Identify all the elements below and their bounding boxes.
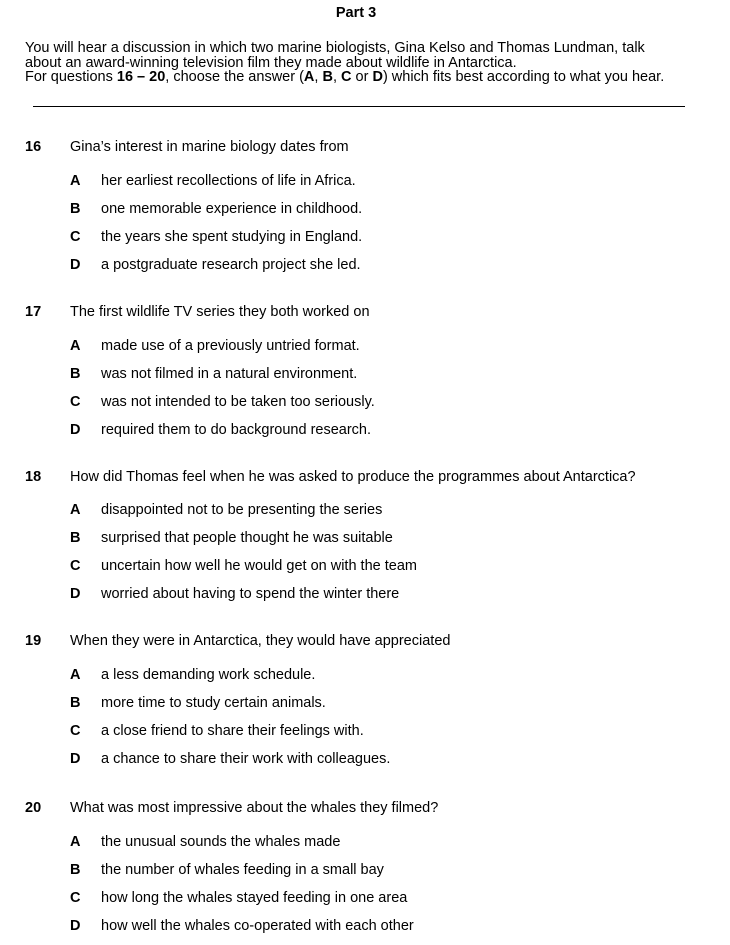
option-text: disappointed not to be presenting the series [101,502,383,518]
option-letter: C [70,394,81,410]
option-text: surprised that people thought he was suitable [101,530,393,546]
question-stem: What was most impressive about the whales they filmed? [70,800,439,816]
option-text: her earliest recollections of life in Africa. [101,173,356,189]
instructions-text: For questions [25,69,117,85]
option-text: made use of a previously untried format. [101,338,360,354]
option-letter: B [70,530,81,546]
option-letter: D [70,257,81,273]
option-c[interactable] [0,890,730,908]
question-range: 16 – 20 [116,69,166,85]
option-letter: C [70,723,81,739]
option-text: how well the whales co-operated with each other [101,918,414,934]
option-letter: A [70,173,81,189]
option-a[interactable] [0,502,730,520]
option-b[interactable] [0,201,730,219]
option-text: a close friend to share their feelings with. [101,723,364,739]
option-text: a less demanding work schedule. [101,667,316,683]
option-letter: D [70,751,81,767]
instructions-text: , [314,69,323,85]
option-a[interactable] [0,173,730,191]
option-letter: B [70,366,81,382]
page-title: Part 3 [335,5,377,21]
letter-a: A [303,69,315,85]
divider [33,106,685,107]
option-d[interactable] [0,751,730,769]
option-a[interactable] [0,667,730,685]
option-letter: B [70,862,81,878]
option-letter: A [70,338,81,354]
instructions [25,41,715,85]
instructions-line-3 [25,70,715,85]
option-text: the number of whales feeding in a small bay [101,862,384,878]
option-text: the unusual sounds the whales made [101,834,341,850]
question-stem: When they were in Antarctica, they would have appreciated [70,633,451,649]
letter-d: D [372,69,383,85]
option-a[interactable] [0,834,730,852]
instructions-text: , [332,69,342,85]
option-letter: A [70,502,81,518]
option-d[interactable] [0,257,730,275]
option-b[interactable] [0,862,730,880]
option-text: worried about having to spend the winter there [101,586,400,602]
option-d[interactable] [0,422,730,440]
question-stem: Gina’s interest in marine biology dates from [70,139,349,155]
option-b[interactable] [0,695,730,713]
option-text: how long the whales stayed feeding in one area [101,890,408,906]
option-letter: B [70,695,81,711]
question-number: 17 [25,304,42,320]
option-c[interactable] [0,723,730,741]
option-letter: C [70,229,81,245]
option-text: one memorable experience in childhood. [101,201,363,217]
option-text: more time to study certain animals. [101,695,326,711]
option-b[interactable] [0,366,730,384]
instructions-line-1: You will hear a discussion in which two marine biologists, Gina Kelso and Thomas Lundman, talk [25,40,645,56]
option-c[interactable] [0,558,730,576]
option-text: a chance to share their work with colleagues. [101,751,391,767]
instructions-text: or [351,69,373,85]
option-c[interactable] [0,394,730,412]
option-d[interactable] [0,586,730,604]
option-text: a postgraduate research project she led. [101,257,361,273]
instructions-line-2: about an award-winning television film they made about wildlife in Antarctica. [25,54,517,71]
letter-b: B [322,69,333,85]
question-number: 20 [25,800,42,816]
letter-c: C [341,69,352,85]
question-number: 16 [25,139,42,155]
instructions-text: ) which fits best according to what you hear. [382,69,665,85]
option-d[interactable] [0,918,730,936]
option-letter: C [70,558,81,574]
question-number: 19 [25,633,42,649]
instructions-text: , choose the answer ( [165,69,304,85]
option-text: the years she spent studying in England. [101,229,363,245]
question-stem: The first wildlife TV series they both worked on [70,304,370,320]
option-letter: D [70,586,81,602]
option-text: uncertain how well he would get on with the team [101,558,417,574]
option-letter: A [70,834,81,850]
option-text: was not filmed in a natural environment. [101,366,358,382]
option-a[interactable] [0,338,730,356]
option-letter: C [70,890,81,906]
option-letter: A [70,667,81,683]
option-letter: D [70,918,81,934]
option-text: was not intended to be taken too seriously. [101,394,375,410]
question-stem: How did Thomas feel when he was asked to produce the programmes about Antarctica? [70,469,636,485]
question-number: 18 [25,469,42,485]
option-letter: B [70,201,81,217]
option-letter: D [70,422,81,438]
option-b[interactable] [0,530,730,548]
option-c[interactable] [0,229,730,247]
option-text: required them to do background research. [101,422,372,438]
